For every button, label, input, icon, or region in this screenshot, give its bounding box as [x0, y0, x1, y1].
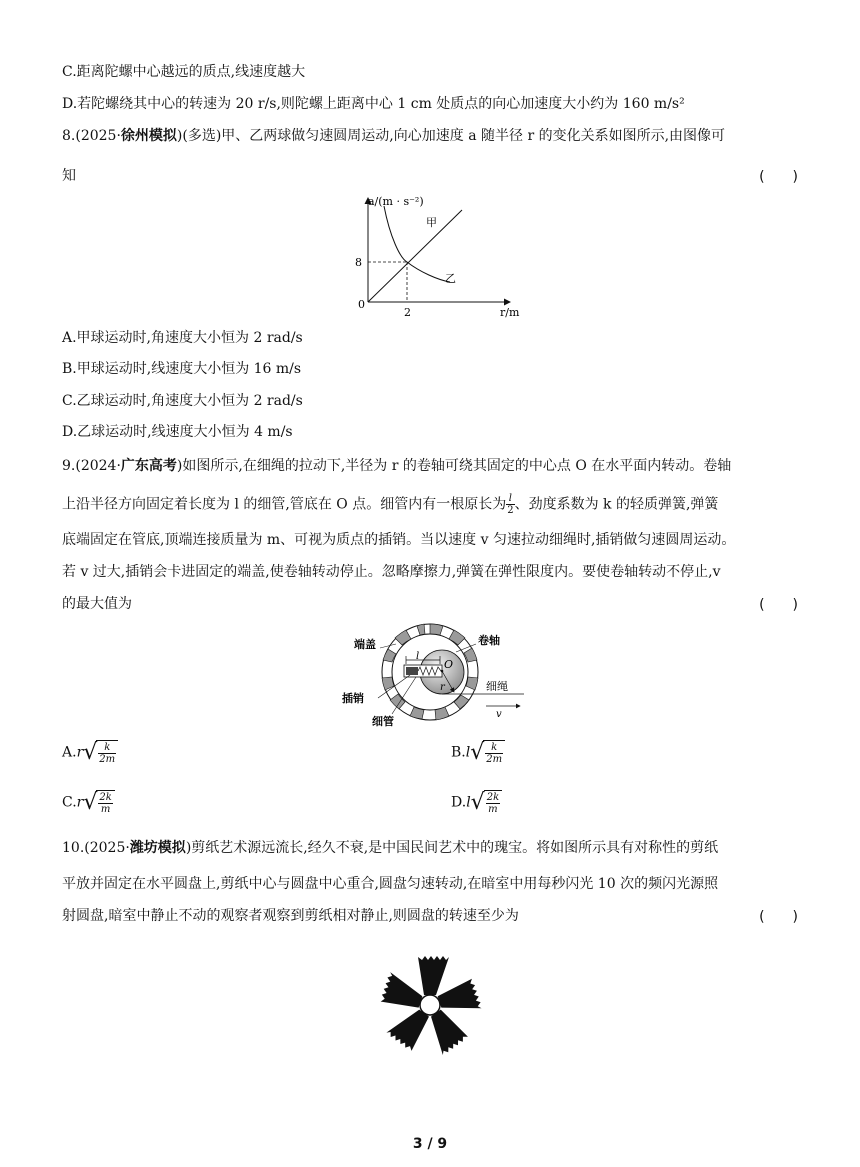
fraction-l-over-2: $\frac{l}{2}$ [507, 493, 514, 516]
sqrt-2k-over-m: √ $\frac{2k}{m}$ [83, 790, 114, 815]
q8-option-b: B.甲球运动时,线速度大小恒为 16 m/s [62, 361, 302, 377]
jia-line [368, 210, 462, 302]
q9-option-b: B.l √ $\frac{k}{2m}$ [451, 740, 505, 765]
q9-stem-line4: 若 v 过大,插销会卡进固定的端盖,使卷轴转动停止。忽略摩擦力,弹簧在弹性限度内。要使卷轴转动不停止,v [62, 564, 721, 580]
q10-answer-bracket: ( ) [759, 909, 798, 925]
q9-option-c: C.r √ $\frac{2k}{m}$ [62, 790, 115, 815]
q7-option-c: C.距离陀螺中心越远的质点,线速度越大 [62, 64, 306, 80]
label-yi: 乙 [445, 272, 456, 285]
yi-curve [384, 206, 450, 282]
q10-stem-line1: 10.(2025·潍坊模拟)剪纸艺术源远流长,经久不衰,是中国民间艺术中的瑰宝。将如图所示具有对称性的剪纸 [62, 840, 719, 856]
q9-stem-line2: 上沿半径方向固定着长度为 l 的细管,管底在 O 点。细管内有一根原长为 $\frac{l}{2}$ 、劲度系数为 k 的轻质弹簧,弹簧 [62, 493, 719, 516]
tick-y-8: 8 [355, 256, 362, 269]
q8-source: 徐州模拟 [120, 128, 177, 144]
q8-answer-bracket: ( ) [759, 169, 798, 185]
sqrt-k-over-2m: √ $\frac{k}{2m}$ [83, 740, 118, 765]
y-axis-label: a/(m · s⁻²) [368, 195, 424, 208]
label-jia: 甲 [426, 216, 437, 229]
q9-stem-line3: 底端固定在管底,顶端连接质量为 m、可视为质点的插销。当以速度 v 匀速拉动细绳时,插销做匀速圆周运动。 [62, 532, 736, 548]
q9-answer-bracket: ( ) [759, 597, 798, 613]
q9-reel-diagram [330, 620, 530, 732]
q10-paper-cut-figure [368, 950, 492, 1074]
q9-source: 广东高考 [120, 458, 177, 474]
q10-stem-line3: 射圆盘,暗室中静止不动的观察者观察到剪纸相对静止,则圆盘的转速至少为 [62, 908, 519, 924]
label-tube: 细管 [372, 715, 394, 728]
q9-stem-line1: 9.(2024·广东高考)如图所示,在细绳的拉动下,半径为 r 的卷轴可绕其固定的中心点 O 在水平面内转动。卷轴 [62, 458, 732, 474]
q10-source: 潍坊模拟 [129, 840, 186, 856]
label-v: v [496, 709, 502, 720]
q10-stem-line2: 平放并固定在水平圆盘上,剪纸中心与圆盘中心重合,圆盘匀速转动,在暗室中用每秒闪光 10 次的频闪光源照 [62, 876, 719, 892]
paper-cut-petal [418, 956, 449, 995]
label-pin: 插销 [342, 692, 364, 705]
q9-option-a: A.r √ $\frac{k}{2m}$ [62, 740, 118, 765]
paper-cut-center-circle [420, 995, 440, 1015]
label-l: l [416, 651, 420, 662]
q8-option-d: D.乙球运动时,线速度大小恒为 4 m/s [62, 424, 293, 440]
origin-label: 0 [358, 298, 365, 311]
q9-stem-line5: 的最大值为 [62, 596, 132, 612]
q7-option-d: D.若陀螺绕其中心的转速为 20 r/s,则陀螺上距离中心 1 cm 处质点的向心加速度大小约为 160 m/s² [62, 96, 685, 112]
q8-graph [350, 192, 520, 322]
pin-block [406, 667, 418, 675]
paper-cut-petal [380, 972, 427, 1014]
label-rope: 细绳 [486, 680, 508, 693]
sqrt-2k-over-m: √ $\frac{2k}{m}$ [471, 790, 502, 815]
tick-x-2: 2 [404, 306, 411, 319]
label-end-cap: 端盖 [354, 638, 376, 651]
label-r: r [440, 682, 445, 693]
page-number: 3 / 9 [412, 1136, 448, 1152]
q8-stem-line2: 知 [62, 168, 76, 184]
q8-option-c: C.乙球运动时,角速度大小恒为 2 rad/s [62, 393, 303, 409]
q8-stem-line1: 8.(2025·徐州模拟)(多选)甲、乙两球做匀速圆周运动,向心加速度 a 随半径 r 的变化关系如图所示,由图像可 [62, 128, 726, 144]
q9-option-d: D.l √ $\frac{2k}{m}$ [451, 790, 502, 815]
sqrt-k-over-2m: √ $\frac{k}{2m}$ [470, 740, 505, 765]
x-axis-label: r/m [500, 306, 520, 319]
label-reel: 卷轴 [478, 634, 500, 647]
label-O: O [444, 658, 454, 671]
q8-option-a: A.甲球运动时,角速度大小恒为 2 rad/s [62, 330, 303, 346]
